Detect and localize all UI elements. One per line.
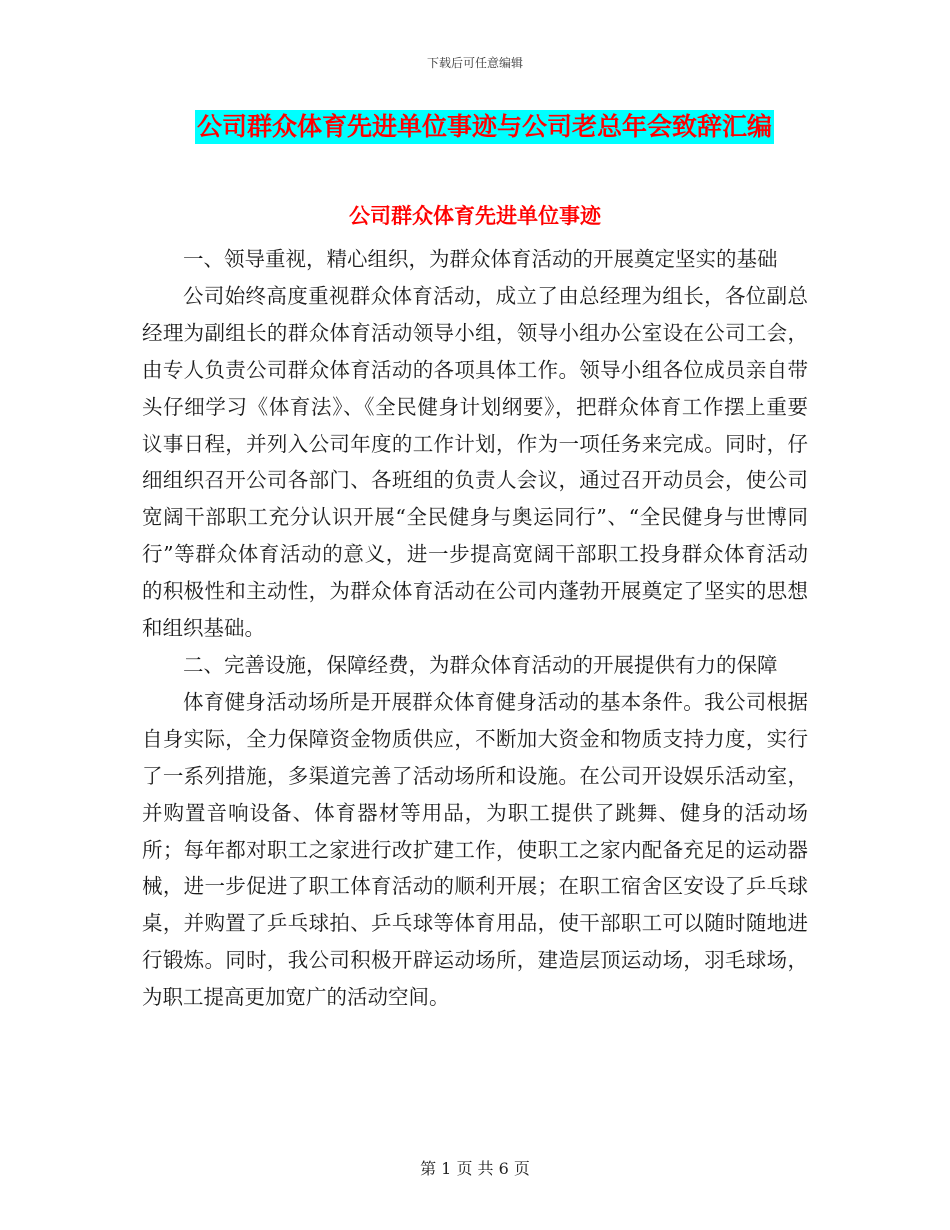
section-heading: 公司群众体育先进单位事迹 [349,204,601,228]
page-header-note: 下载后可任意编辑 [426,56,523,70]
body-paragraph-1: 公司始终高度重视群众体育活动，成立了由总经理为组长，各位副总经理为副组长的群众体育活动领导小组，领导小组办公室设在公司工会，由专人负责公司群众体育活动的各项具体工作。领导小组各位成员亲自带头仔细学习《体育法》、《全民健身计划纲要》，把群众体育工作摆上重要议事日程，并列入公司年度的工作计划，作为一项任务来完成。同时，仔细组织召开公司各部门、各班组的负责人会议，通过召开动员会，使公司宽阔干部职工充分认识开展“全民健身与奥运同行”、“全民健身与世博同行”等群众体育活动的意义，进一步提高宽阔干部职工投身群众体育活动的积极性和主动性，为群众体育活动在公司内蓬勃开展奠定了坚实的思想和组织基础。 [142,283,808,641]
document-body [142,241,808,1016]
page-number-footer: 第 1 页 共 6 页 [420,1159,530,1178]
document-title: 公司群众体育先进单位事迹与公司老总年会致辞汇编 [195,110,774,144]
heading-paragraph-1: 一、领导重视，精心组织，为群众体育活动的开展奠定坚实的基础 [183,247,778,271]
body-paragraph-2: 体育健身活动场所是开展群众体育健身活动的基本条件。我公司根据自身实际，全力保障资金物质供应，不断加大资金和物质支持力度，实行了一系列措施，多渠道完善了活动场所和设施。在公司开设娱乐活动室，并购置音响设备、体育器材等用品，为职工提供了跳舞、健身的活动场所；每年都对职工之家进行改扩建工作，使职工之家内配备充足的运动器械，进一步促进了职工体育活动的顺利开展；在职工宿舍区安设了乒乓球桌，并购置了乒乓球拍、乒乓球等体育用品，使干部职工可以随时随地进行锻炼。同时，我公司积极开辟运动场所，建造层顶运动场，羽毛球场，为职工提高更加宽广的活动空间。 [142,689,808,1010]
heading-paragraph-2: 二、完善设施，保障经费，为群众体育活动的开展提供有力的保障 [183,652,778,677]
